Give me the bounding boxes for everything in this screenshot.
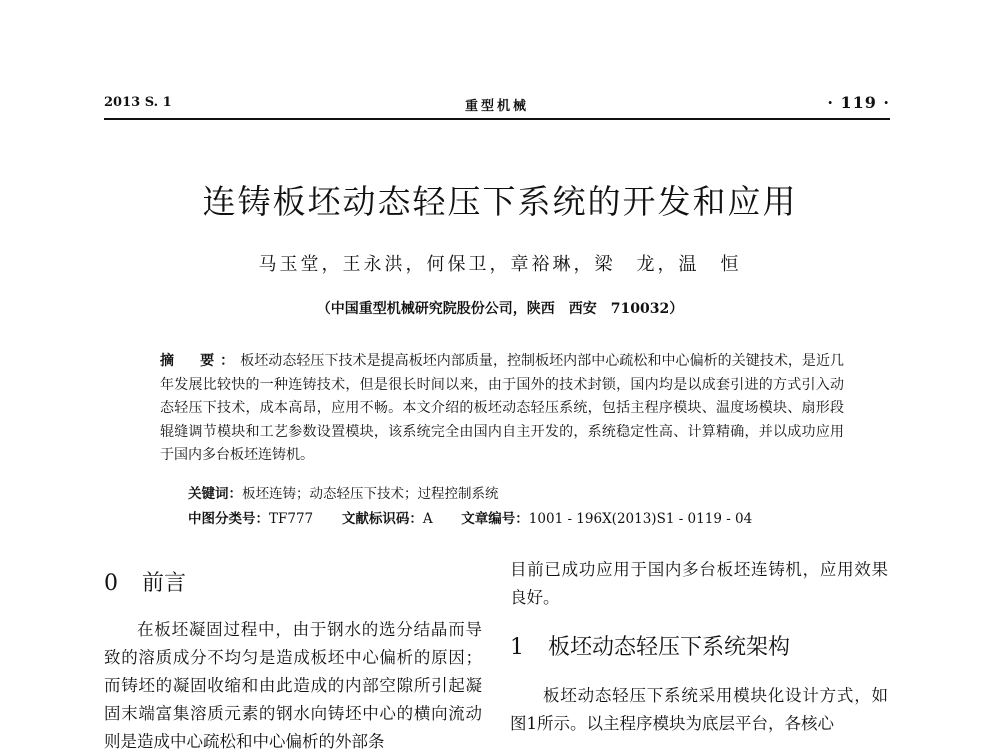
author-list: 马玉堂，王永洪，何保卫，章裕琳，梁 龙，温 恒 — [258, 254, 742, 275]
running-header — [104, 93, 890, 115]
section-1-title: 板坯动态轻压下系统架构 — [548, 635, 791, 660]
article-number-value: 1001 - 196X(2013)S1 - 0119 - 04 — [528, 511, 753, 527]
doc-code-value: A — [422, 511, 433, 527]
section-0-paragraph: 在板坯凝固过程中，由于钢水的选分结晶而导致的溶质成分不均匀是造成板坯中心偏析的原因；而铸坯的凝固收缩和由此造成的内部空隙所引起凝固末端富集溶质元素的钢水向铸坯中心的横向流动则是造成中心疏松和中心偏析的外部条 — [104, 620, 482, 751]
article-number-label: 文章编号： — [461, 511, 529, 527]
abstract — [160, 350, 844, 468]
clc-value: TF777 — [269, 511, 314, 527]
right-column — [510, 556, 888, 738]
journal-name: 重型机械 — [464, 99, 529, 114]
page-number: · 119 · — [827, 93, 890, 112]
section-1-heading — [510, 634, 888, 662]
affiliation: （中国重型机械研究院股份公司，陕西 西安 710032） — [316, 301, 684, 317]
section-1-number: 1 — [510, 635, 524, 660]
keywords — [188, 482, 499, 502]
section-1-paragraph: 板坯动态轻压下系统采用模块化设计方式，如图1所示。以主程序模块为底层平台，各核心 — [510, 686, 888, 733]
abstract-text: 板坯动态轻压下技术是提高板坯内部质量，控制板坯内部中心疏松和中心偏析的关键技术，是近几年发展比较快的一种连铸技术，但是很长时间以来，由于国外的技术封锁，国内均是以成套引进的方式引入动态轻压下技术，成本高昂，应用不畅。本文介绍的板坯动态轻压系统，包括主程序模块、温度场模块、扇形段辊缝调节模块和工艺参数设置模块，该系统完全由国内自主开发的，系统稳定性高、计算精确，并以成功应用于国内多台板坯连铸机。 — [160, 353, 845, 463]
clc-label: 中图分类号： — [188, 511, 269, 527]
abstract-label: 摘 要： — [160, 353, 241, 369]
keywords-text: 板坯连铸；动态轻压下技术；过程控制系统 — [242, 486, 499, 502]
journal-issue: 2013 S. 1 — [104, 95, 172, 110]
classification-line — [188, 507, 752, 527]
section-0-number: 0 — [104, 571, 118, 596]
keywords-label: 关键词： — [188, 486, 242, 502]
continued-paragraph: 目前已成功应用于国内多台板坯连铸机，应用效果良好。 — [510, 560, 888, 607]
paper-title: 连铸板坯动态轻压下系统的开发和应用 — [202, 182, 798, 221]
doc-code-label: 文献标识码： — [341, 511, 423, 527]
section-0-title: 前言 — [142, 571, 187, 596]
header-rule — [104, 118, 890, 120]
left-column — [104, 556, 482, 756]
section-0-heading — [104, 570, 482, 598]
